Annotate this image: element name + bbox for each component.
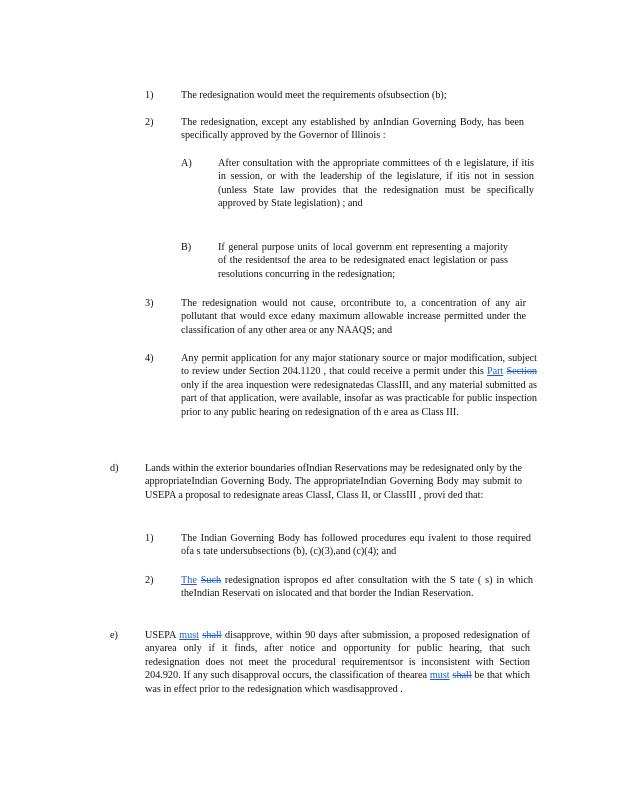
inserted-text: Part <box>486 366 504 378</box>
item-label: d) <box>110 463 119 474</box>
item-label: 3) <box>145 298 154 309</box>
item-text <box>181 116 524 143</box>
item-label: A) <box>181 158 192 169</box>
body-text: The redesignation would meet the requirements ofsubsection (b); <box>181 90 447 101</box>
item-text <box>145 462 522 502</box>
item-text <box>145 629 530 696</box>
body-text: The redesignation, except any established by anIndian Governing Body, has been specifically approved by the Governor of Illinois : <box>181 117 524 142</box>
item-text <box>218 241 508 281</box>
item-text <box>181 89 521 102</box>
item-text <box>181 532 531 559</box>
inserted-text: must <box>179 630 199 641</box>
item-label: 2) <box>145 575 154 586</box>
body-text: only if the area inquestion were redesignatedas ClassIII, and any material submitted as part of that application, were available, insofar as was practicable for public inspection prior to any public hearing on redesignation of th e area as Class III. <box>181 379 537 418</box>
item-label: e) <box>110 630 118 641</box>
deleted-text: shall <box>452 670 472 682</box>
body-text: disapprove, within 90 days after submission, a proposed redesignation of anyarea only if it finds, after notice and opportunity for public hearing, that such redesignation does not meet the procedural requirementsor is inconsistent with Section 204.920. If any such disapproval occurs, the classification of thearea <box>145 630 530 682</box>
item-label: 2) <box>145 117 154 128</box>
item-text <box>181 574 533 601</box>
body-text: After consultation with the appropriate committees of th e legislature, if itis in session, or with the leadership of the legislature, if itis not in session (unless State law provides that the redesignation must be specifically approved by State legislation) ; and <box>218 158 534 210</box>
body-text: be that which was in effect prior to the redesignation which wasdisapproved . <box>145 670 530 695</box>
body-text: redesignation ispropos ed after consultation with the S tate ( s) in which theIndian Reservati on islocated and that border the Indian Reservation. <box>181 575 533 600</box>
item-label: 4) <box>145 353 154 364</box>
body-text: Any permit application for any major stationary source or major modification, subject to review under Section 204.1120 , that could receive a permit under this <box>181 353 537 378</box>
item-text <box>218 157 534 211</box>
body-text: Lands within the exterior boundaries ofIndian Reservations may be redesignated only by the appropriateIndian Governing Body. The appropriateIndian Governing Body may submit to USEPA a proposal to redesignate areas ClassI, Class II, or ClassIII , provi ded that: <box>145 463 522 501</box>
deleted-text: Section <box>506 366 538 378</box>
deleted-text: shall <box>202 630 222 641</box>
item-label: 1) <box>145 90 154 101</box>
item-label: 1) <box>145 533 154 544</box>
item-text <box>181 352 537 419</box>
body-text: If general purpose units of local governm ent representing a majority of the residentsof the area to be redesignated enact legislation or pass resolutions concurring in the redesignation; <box>218 242 508 280</box>
body-text: USEPA <box>145 630 180 641</box>
inserted-text: The <box>181 575 197 586</box>
deleted-text: Such <box>200 575 222 586</box>
body-text: The redesignation would not cause, orcontribute to, a concentration of any air pollutant that would exce edany maximum allowable increase permitted under the classification of any other area or any NAAQS; and <box>181 298 526 336</box>
item-label: B) <box>181 242 192 253</box>
inserted-text: must <box>429 670 450 682</box>
item-text <box>181 297 526 337</box>
body-text: The Indian Governing Body has followed procedures equ ivalent to those required ofa s tate undersubsections (b), (c)(3),and (c)(4); and <box>181 533 531 558</box>
